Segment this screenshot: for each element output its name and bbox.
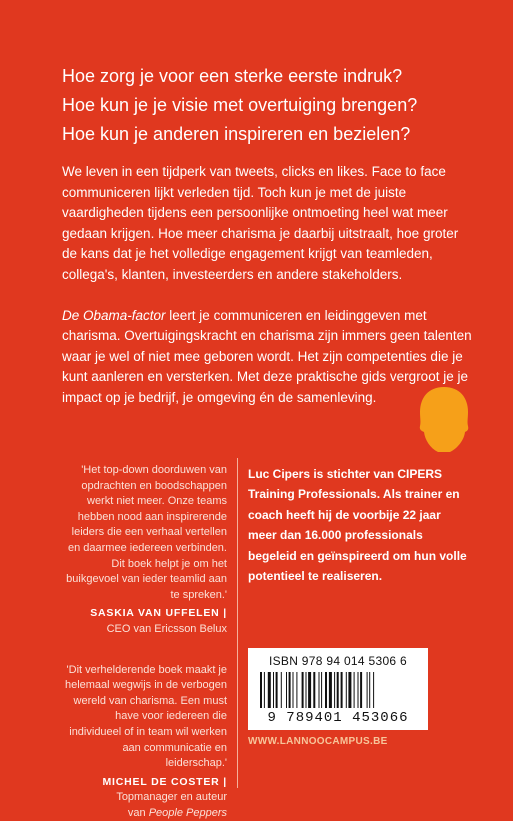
ean-number: 9 789401 453066 [267,710,409,726]
testimonial-author: SASKIA VAN UFFELEN | [90,607,227,620]
testimonial-role [62,790,227,821]
head-silhouette-icon [416,384,472,456]
question-1: Hoe zorg je voor een sterke eerste indruk? [62,66,403,86]
question-2: Hoe kun je je visie met overtuiging brengen? [62,95,418,115]
question-3: Hoe kun je anderen inspireren en bezielen? [62,124,411,144]
intro-text [62,162,472,429]
role-prefix: van [127,806,149,819]
testimonial-role-line-1: Topmanager en auteur [116,791,227,804]
intro-paragraph-1: We leven in een tijdperk van tweets, clicks en likes. Face to face communiceren lijkt verleden tijd. Toch kun je met de juiste vaardigheden tijdens een persoonlijke ontmoeting heel wat meer gedaan krijgen. Hoe meer charisma je daarbij uitstraalt, hoe groter de kans dat je het volledige engagement krijgt van teamleden, collega's, klanten, investeerders en andere stakeholders. [62,164,459,282]
intro-paragraph-2-text: leert je communiceren en leidinggeven met charisma. Overtuigingskracht en charisma zijn immers geen talenten waar je wel of niet mee geboren wordt. Het zijn competenties die je kunt aanleren en versterken. Met deze praktische gids vergroot je je impact op je bedrijf, je omgeving én de samenleving. [62,307,472,405]
testimonial-1 [62,463,227,638]
barcode [248,648,428,730]
testimonial-role-line-2 [62,806,227,821]
intro-paragraph-2 [62,306,472,409]
book-title: De Obama-factor [62,307,166,323]
testimonial-role: CEO van Ericsson Belux [106,622,227,635]
role-book-title: People Peppers [148,806,227,819]
column-divider [237,458,238,788]
barcode-bars [258,672,418,708]
testimonial-quote: 'Dit verhelderende boek maakt je helemaal wegwijs in de verbogen wereld van charisma. Een must have voor iedereen die individueel of in team wil werken aan communicatie en leiderschap.' [64,663,227,770]
author-bio: Luc Cipers is stichter van CIPERS Training Professionals. Als trainer en coach heeft hij de voorbije 22 jaar meer dan 16.000 professionals begeleid en geïnspireerd om hun volle potentieel te realiseren. [248,467,467,584]
testimonial-2 [62,663,227,821]
testimonial-quote: 'Het top-down doorduwen van opdrachten en boodschappen werkt niet meer. Onze teams hebben nood aan inspirerende leiders die een verhaal vertellen en daarmee iedereen verbinden. Dit boek helpt je om het buikgevoel van ieder teamlid aan te spreken.' [66,464,227,601]
testimonials [62,463,227,821]
questions-block [62,62,502,149]
isbn-text: ISBN 978 94 014 5306 6 [268,654,408,668]
testimonial-author: MICHEL DE COSTER | [102,775,227,788]
website-url: WWW.LANNOOCAMPUS.BE [248,736,388,747]
